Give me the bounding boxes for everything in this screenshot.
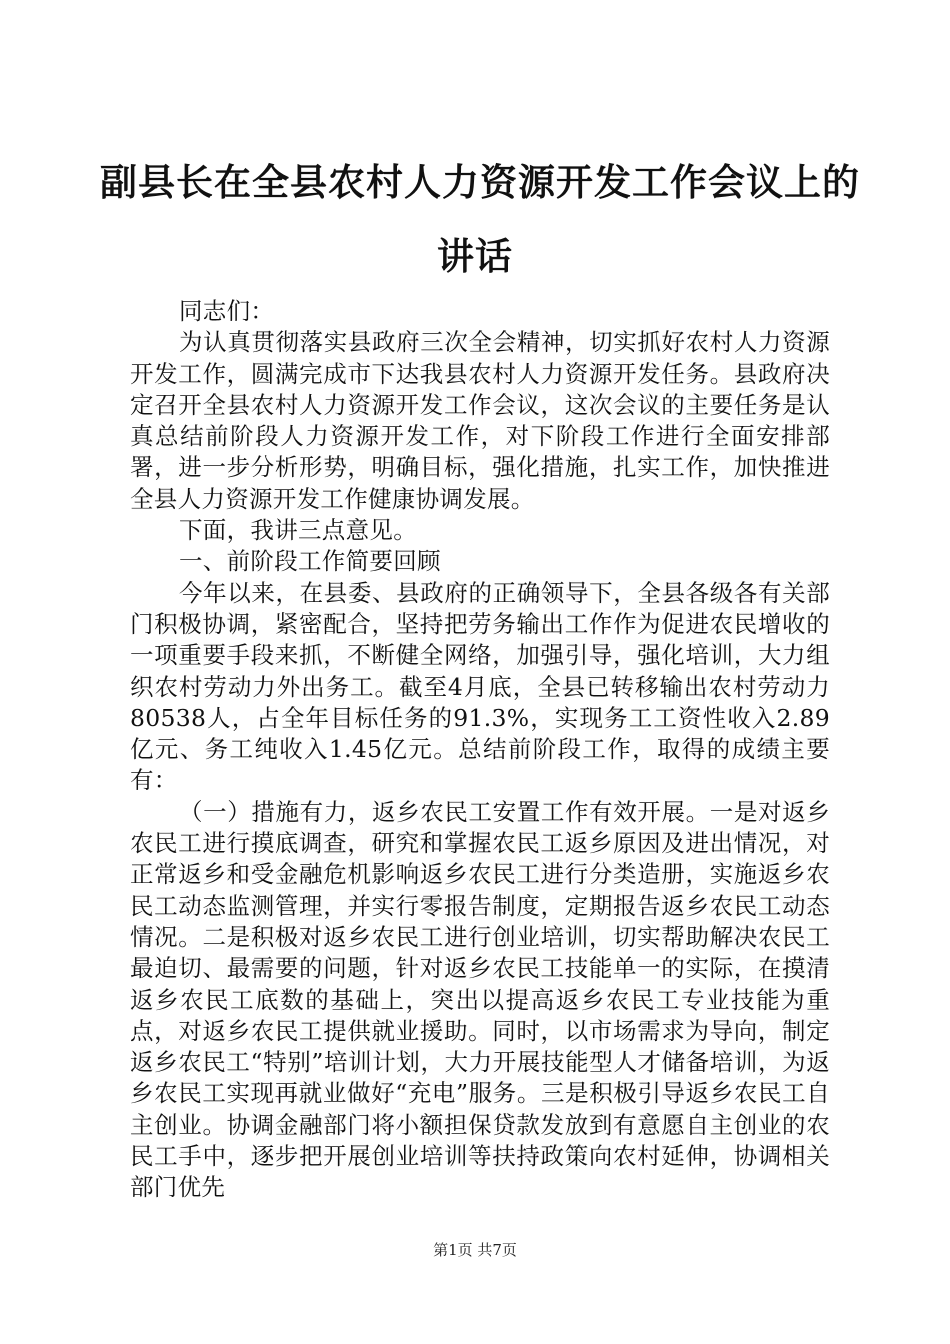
paragraph-intro: 为认真贯彻落实县政府三次全会精神，切实抓好农村人力资源开发工作，圆满完成市下达我县农村人力资源开发任务。县政府决定召开全县农村人力资源开发工作会议，这次会议的主要任务是认真总结前阶段人力资源开发工作，对下阶段工作进行全面安排部署，进一步分析形势，明确目标，强化措施，扎实工作，加快推进全县人力资源开发工作健康协调发展。 bbox=[130, 328, 830, 513]
document-body bbox=[130, 296, 830, 1204]
document-title bbox=[100, 146, 860, 294]
page-number-label: 第1页 共7页 bbox=[433, 1241, 517, 1259]
page-footer bbox=[0, 1240, 950, 1260]
section-heading-1: 一、前阶段工作简要回顾 bbox=[179, 547, 441, 576]
salutation: 同志们： bbox=[179, 297, 275, 325]
title-line-1: 副县长在全县农村人力资源开发工作会议上的 bbox=[100, 161, 860, 204]
paragraph-measures: （一）措施有力，返乡农民工安置工作有效开展。一是对返乡农民工进行摸底调查，研究和掌握农民工返乡原因及进出情况，对正常返乡和受金融危机影响返乡农民工进行分类造册，实施返乡农民工动态监测管理，并实行零报告制度，定期报告返乡农民工动态情况。二是积极对返乡农民工进行创业培训，切实帮助解决农民工最迫切、最需要的问题，针对返乡农民工技能单一的实际，在摸清返乡农民工底数的基础上，突出以提高返乡农民工专业技能为重点，对返乡农民工提供就业援助。同时，以市场需求为导向，制定返乡农民工“特别”培训计划，大力开展技能型人才储备培训，为返乡农民工实现再就业做好“充电”服务。三是积极引导返乡农民工自主创业。协调金融部门将小额担保贷款发放到有意愿自主创业的农民工手中，逐步把开展创业培训等扶持政策向农村延伸，协调相关部门优先 bbox=[130, 797, 830, 1202]
paragraph-outline: 下面，我讲三点意见。 bbox=[179, 516, 417, 545]
title-line-2: 讲话 bbox=[437, 235, 513, 278]
paragraph-review: 今年以来，在县委、县政府的正确领导下，全县各级各有关部门积极协调，紧密配合，坚持把劳务输出工作作为促进农民增收的一项重要手段来抓，不断健全网络，加强引导，强化培训，大力组织农村劳动力外出务工。截至4月底，全县已转移输出农村劳动力80538人，占全年目标任务的91.3%，实现务工工资性收入2.89亿元、务工纯收入1.45亿元。总结前阶段工作，取得的成绩主要有： bbox=[130, 578, 830, 795]
